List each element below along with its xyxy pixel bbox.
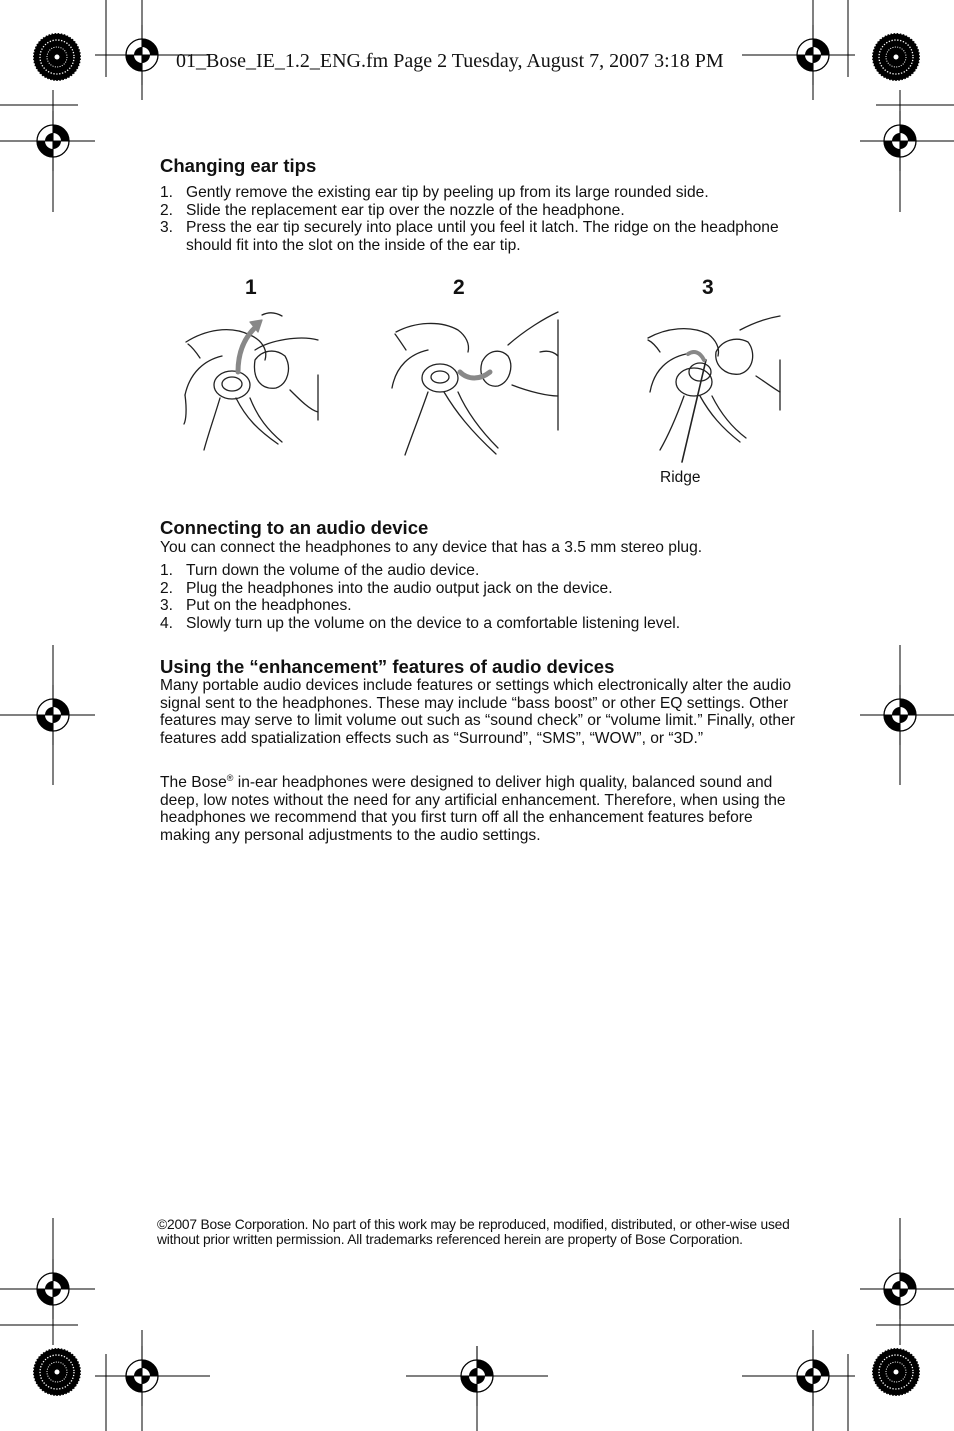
color-wheel-icon	[33, 33, 81, 81]
list-item: 1. Gently remove the existing ear tip by peeling up from its large rounded side.	[160, 184, 709, 201]
section-title-enhancement: Using the “enhancement” features of audio devices	[160, 656, 615, 677]
ear-tips-steps	[160, 184, 800, 254]
list-item: 1. Turn down the volume of the audio device.	[160, 562, 480, 579]
connecting-intro: You can connect the headphones to any device that has a 3.5 mm stereo plug.	[160, 539, 703, 556]
connecting-steps	[160, 562, 800, 632]
figure-label-1: 1	[245, 276, 257, 299]
enhancement-paragraph-1: Many portable audio devices include features or settings which electronically alter the audio signal sent to the headphones. These may include “bass boost” or other EQ settings. Other features may serve to limit volume out such as “sound check” or “volume limit.” Finally, other features add spatialization effects such as “Surround”, “SMS”, “WOW”, or “3D.”	[160, 677, 795, 747]
figure-label-3: 3	[702, 276, 714, 299]
list-item: 3. Put on the headphones.	[160, 597, 352, 614]
copyright-footer: ©2007 Bose Corporation. No part of this work may be reproduced, modified, distributed, or other-wise used without prior written permission. All trademarks referenced herein are property of Bose Corporation.	[157, 1217, 790, 1247]
list-item: 2. Slide the replacement ear tip over the nozzle of the headphone.	[160, 201, 625, 219]
list-item: 4. Slowly turn up the volume on the device to a comfortable listening level.	[160, 614, 681, 632]
section-title-connecting: Connecting to an audio device	[160, 517, 429, 538]
ridge-label: Ridge	[660, 469, 701, 486]
file-header: 01_Bose_IE_1.2_ENG.fm Page 2 Tuesday, August 7, 2007 3:18 PM	[176, 50, 724, 72]
list-item: 2. Plug the headphones into the audio output jack on the device.	[160, 579, 613, 597]
section-title-changing-ear-tips: Changing ear tips	[160, 155, 317, 176]
color-wheel-icon	[872, 1348, 920, 1396]
enhancement-paragraph-2: The Bose® in-ear headphones were designed to deliver high quality, balanced sound and deep, low notes without the need for any artificial enhancement. Therefore, when using the headphones we recommend that you first turn off all the enhancement features before making any personal adjustments to the audio settings.	[160, 773, 786, 844]
registered-mark: ®	[226, 773, 234, 783]
list-item: 3. Press the ear tip securely into place until you feel it latch. The ridge on the headphone should fit into the slot on the inside of the ear tip.	[160, 219, 779, 254]
figure-label-2: 2	[453, 276, 465, 299]
color-wheel-icon	[33, 1348, 81, 1396]
color-wheel-icon	[872, 33, 920, 81]
